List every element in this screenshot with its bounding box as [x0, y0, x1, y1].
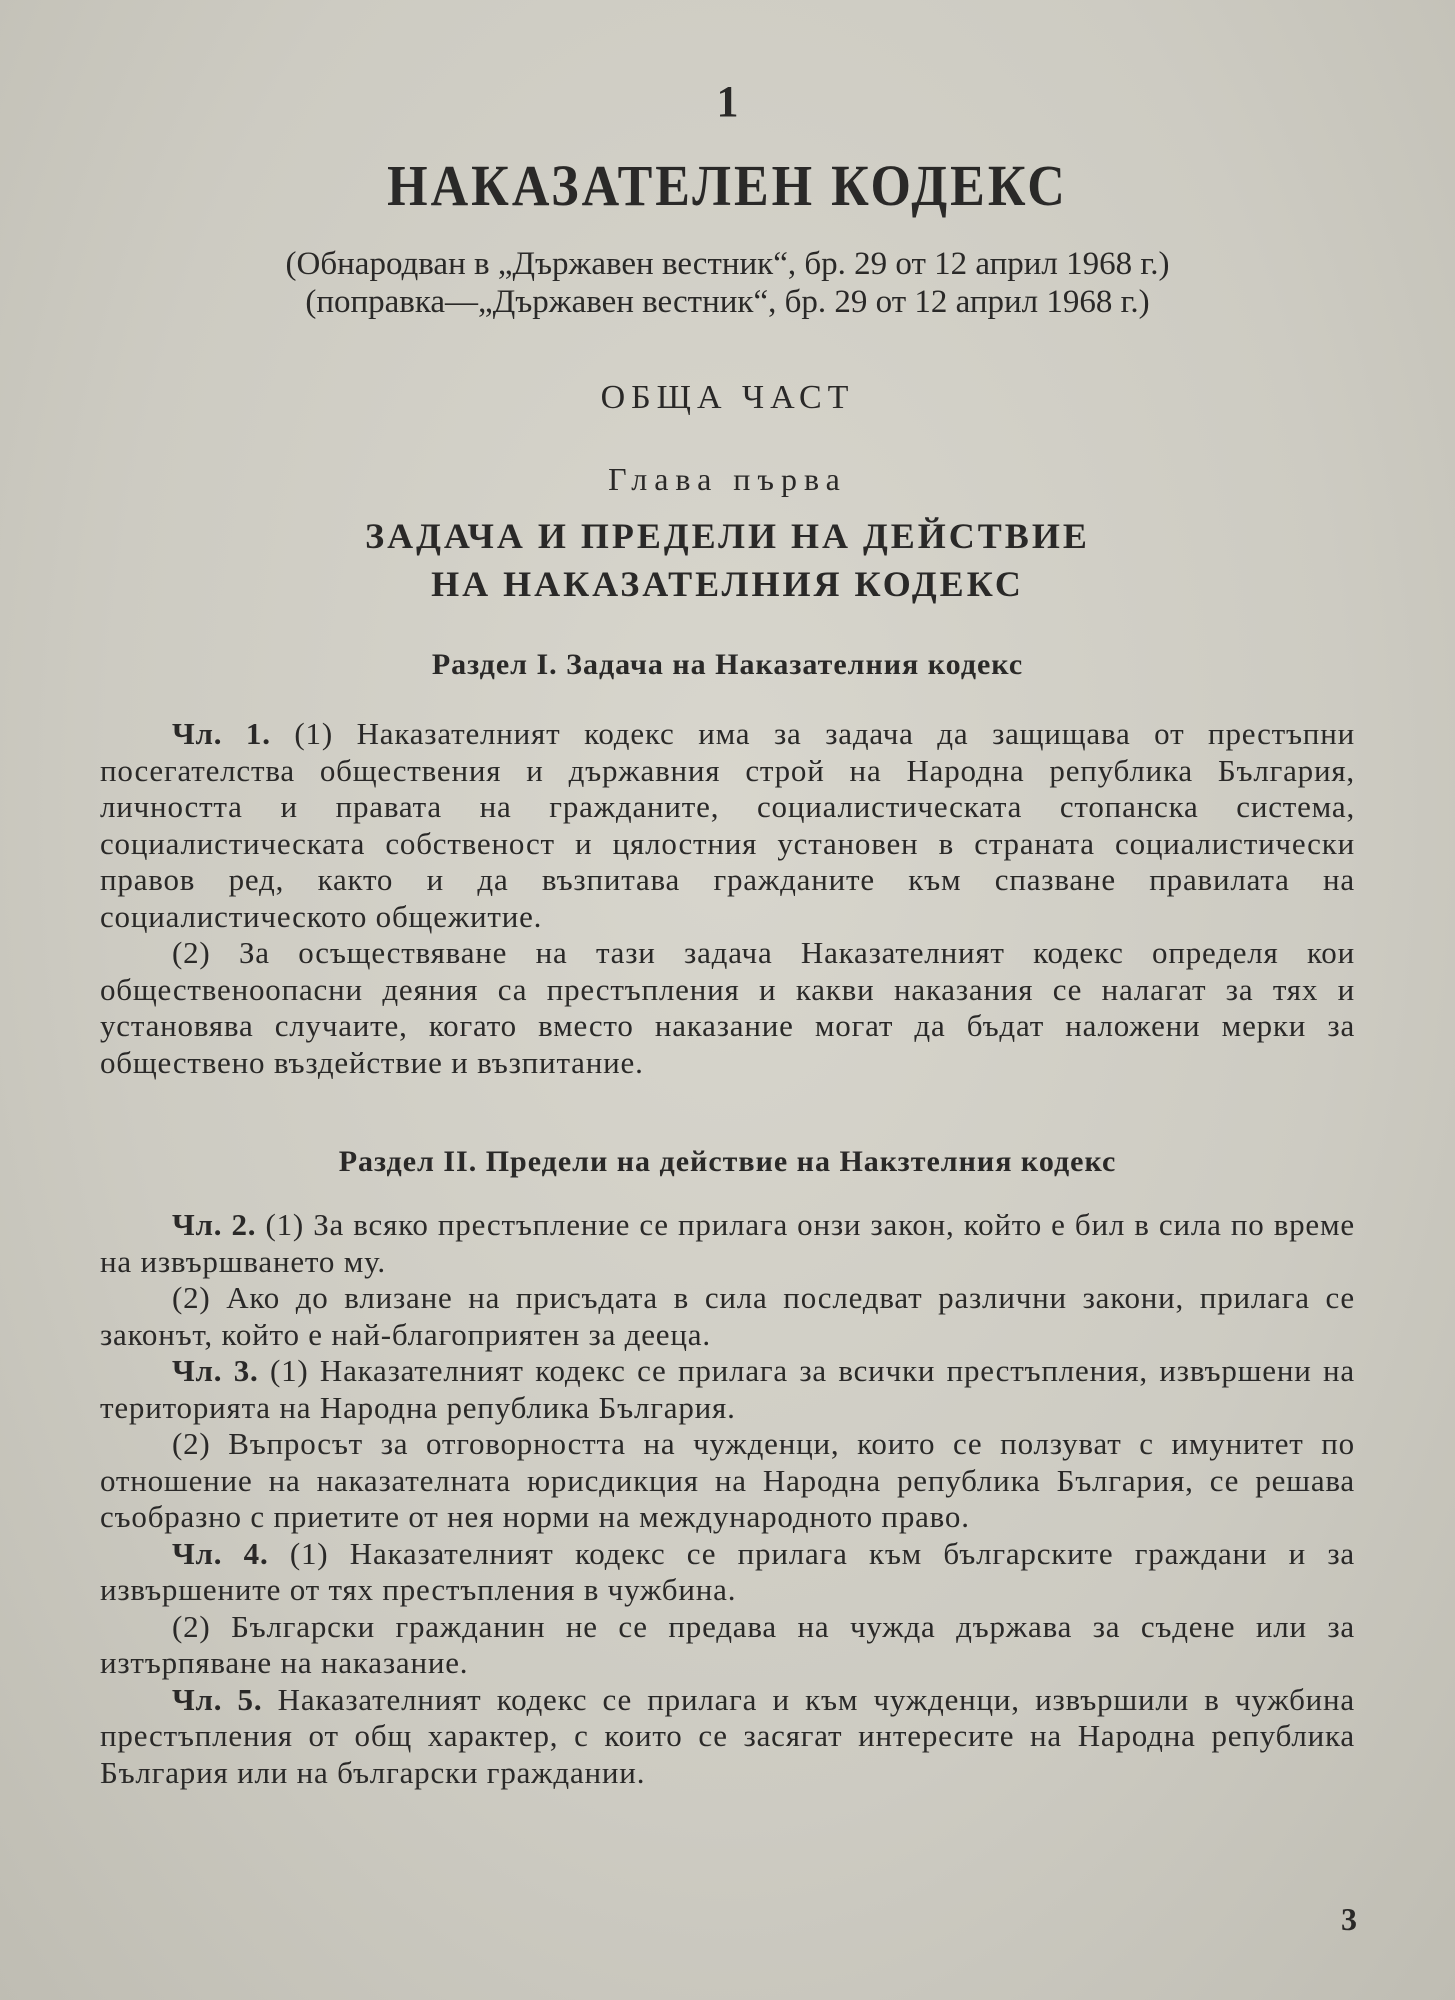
chapter-label: Глава първа: [608, 461, 847, 498]
article-1-label: Чл. 1.: [172, 716, 271, 752]
article-4-paragraph-2: [100, 1609, 1355, 1682]
chapter-title-line-1: ЗАДАЧА И ПРЕДЕЛИ НА ДЕЙСТВИЕ: [365, 516, 1090, 557]
article-4-paragraph-1: [100, 1536, 1355, 1609]
paragraph-text: (1) За всяко престъпление се прилага онзи закон, който е бил в сила по време на извършването му.: [100, 1207, 1355, 1279]
paragraph-text: (2) Български гражданин не се предава на чужда държава за съдене или за изтърпяване на наказание.: [100, 1608, 1355, 1681]
chapter-number: 1: [716, 77, 739, 126]
document-title: НАКАЗАТЕЛЕН КОДЕКС: [387, 154, 1068, 219]
paragraph-text: (2) Въпросът за отговорността на чужденци, които се ползуват с имунитет по отношение на наказателната юрисдикция на Народна република България, се решава съобразно с приетите от нея норми на международното право.: [100, 1426, 1355, 1535]
article-3-label: Чл. 3.: [172, 1353, 259, 1389]
chapter-title-line-2: НА НАКАЗАТЕЛНИЯ КОДЕКС: [431, 564, 1024, 605]
part-title: ОБЩА ЧАСТ: [600, 379, 855, 417]
article-1-paragraph-2: [100, 935, 1355, 1081]
article-1-paragraph-1: [100, 716, 1355, 935]
article-3-paragraph-1: [100, 1353, 1355, 1426]
article-5-label: Чл. 5.: [172, 1681, 263, 1717]
article-2-paragraph-2: [100, 1280, 1355, 1353]
page-number: 3: [1341, 1901, 1357, 1937]
section-2-title: Раздел II. Предели на действие на Накзтелния кодекс: [338, 1145, 1117, 1179]
paragraph-text: (2) Ако до влизане на присъдата в сила последват различни закони, прилага се законът, който е най-благоприятен за дееца.: [100, 1280, 1355, 1352]
paragraph-text: (1) Наказателният кодекс има за задача да защищава от престъпни посегателства обществения и държавния строй на Народна република България, личността и правата на гражданите, социалистическата стопанска система, социалистическата собственост и цялостния установен в страната социалистически правов ред, както и да възпитава гражданите към спазване правилата на социалистическото общежитие.: [100, 716, 1355, 934]
article-3-paragraph-2: [100, 1426, 1355, 1536]
publication-note-2: (поправка—„Държавен вестник“, бр. 29 от 12 април 1968 г.): [305, 284, 1150, 321]
article-5-paragraph-1: [100, 1682, 1355, 1792]
section-1-title: Раздел I. Задача на Наказателния кодекс: [431, 648, 1024, 682]
publication-note-1: (Обнародван в „Държавен вестник“, бр. 29 от 12 април 1968 г.): [285, 246, 1170, 283]
paragraph-text: (1) Наказателният кодекс се прилага за всички престъпления, извършени на територията на Народна република България.: [100, 1353, 1355, 1425]
article-2-paragraph-1: [100, 1207, 1355, 1280]
paragraph-text: Наказателният кодекс се прилага и към чужденци, извършили в чужбина престъпления от общ характер, с които се засягат интересите на Народна република България или на български граждании.: [100, 1681, 1355, 1790]
article-2-label: Чл. 2.: [172, 1207, 257, 1243]
paragraph-text: (1) Наказателният кодекс се прилага към българските граждани и за извършените от тях престъпления в чужбина.: [100, 1535, 1355, 1608]
paragraph-text: (2) За осъществяване на тази задача Наказателният кодекс определя кои общественоопасни деяния са престъпления и какви наказания се налагат за тях и установява случаите, когато вместо наказание могат да бъдат наложени мерки за обществено въздействие и възпитание.: [100, 935, 1355, 1080]
article-4-label: Чл. 4.: [172, 1535, 269, 1571]
chapter-title: [100, 512, 1355, 608]
